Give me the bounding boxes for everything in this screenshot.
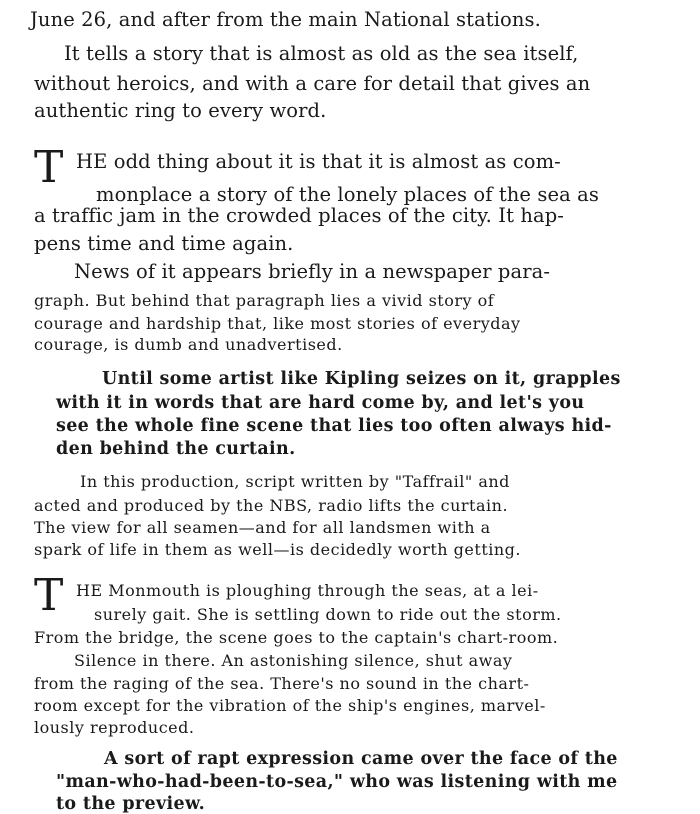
kipling-line-3: see the whole fine scene that lies too often always hid- bbox=[56, 416, 612, 436]
closing-line-1: A sort of rapt expression came over the face of the bbox=[104, 749, 618, 769]
news-line-2: graph. But behind that paragraph lies a vivid story of bbox=[34, 291, 495, 310]
silence-line-2: from the raging of the sea. There's no sound in the chart- bbox=[34, 674, 530, 693]
silence-line-3: room except for the vibration of the ship's engines, marvel- bbox=[34, 696, 546, 715]
silence-line-1: Silence in there. An astonishing silence, shut away bbox=[74, 651, 513, 670]
intro-line-4: authentic ring to every word. bbox=[34, 99, 327, 122]
production-line-4: spark of life in them as well—is decidedly worth getting. bbox=[34, 540, 521, 559]
section2-line-2: surely gait. She is settling down to ride out the storm. bbox=[94, 605, 562, 624]
news-line-4: courage, is dumb and unadvertised. bbox=[34, 335, 343, 354]
production-line-1: In this production, script written by "Taffrail" and bbox=[80, 472, 510, 491]
section2-dropcap: T bbox=[34, 570, 64, 621]
section1-line-3: a traffic jam in the crowded places of the city. It hap- bbox=[34, 204, 564, 227]
section2-line-3: From the bridge, the scene goes to the captain's chart-room. bbox=[34, 628, 559, 647]
section1-line-4: pens time and time again. bbox=[34, 232, 294, 255]
section1-dropcap: T bbox=[34, 142, 64, 193]
intro-line-1: June 26, and after from the main National stations. bbox=[30, 8, 541, 31]
intro-line-3: without heroics, and with a care for detail that gives an bbox=[34, 72, 591, 95]
news-line-1: News of it appears briefly in a newspaper para- bbox=[74, 260, 551, 283]
kipling-line-4: den behind the curtain. bbox=[56, 439, 296, 459]
production-line-2: acted and produced by the NBS, radio lifts the curtain. bbox=[34, 496, 509, 515]
kipling-line-1: Until some artist like Kipling seizes on it, grapples bbox=[102, 369, 621, 389]
intro-line-2: It tells a story that is almost as old as the sea itself, bbox=[64, 42, 579, 65]
section1-line-2: monplace a story of the lonely places of the sea as bbox=[96, 183, 599, 206]
section2-line-1: HE Monmouth is ploughing through the seas, at a lei- bbox=[76, 581, 539, 600]
silence-line-4: lously reproduced. bbox=[34, 718, 195, 737]
news-line-3: courage and hardship that, like most stories of everyday bbox=[34, 314, 521, 333]
section1-line-1: HE odd thing about it is that it is almost as com- bbox=[76, 150, 561, 173]
kipling-line-2: with it in words that are hard come by, and let's you bbox=[56, 393, 585, 413]
closing-line-3: to the preview. bbox=[56, 794, 206, 814]
closing-line-2: "man-who-had-been-to-sea," who was listening with me bbox=[56, 772, 618, 792]
production-line-3: The view for all seamen—and for all landsmen with a bbox=[34, 518, 491, 537]
